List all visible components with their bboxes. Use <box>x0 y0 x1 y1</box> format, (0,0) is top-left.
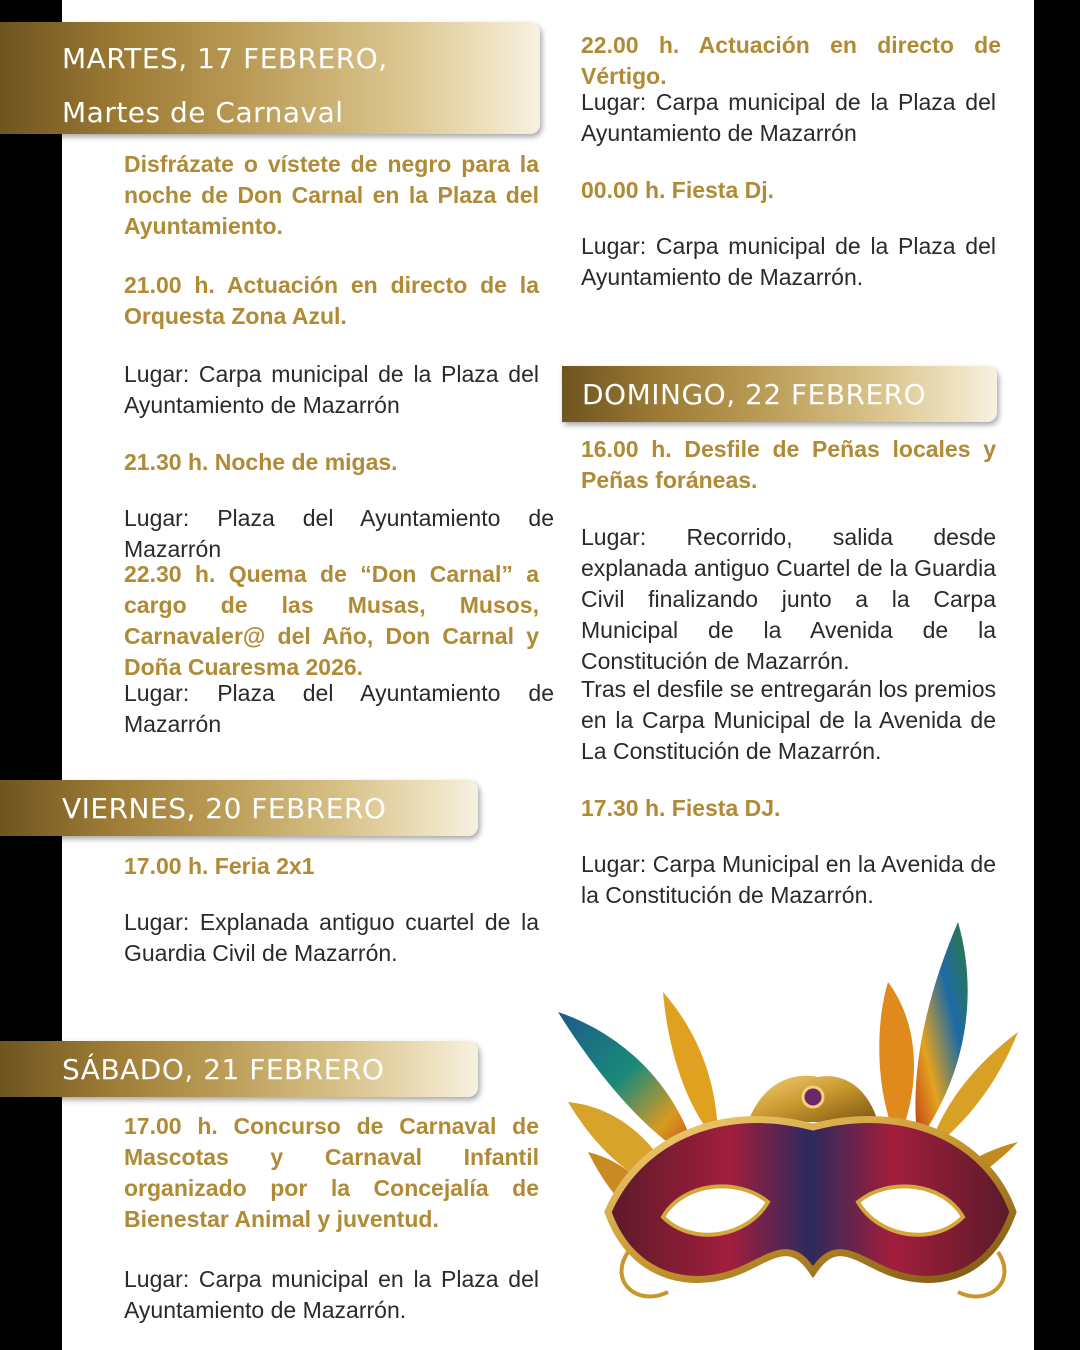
martes-event1-title: 21.00 h. Actuación en directo de la Orquesta Zona Azul. <box>124 272 539 329</box>
martes-event3-place: Lugar: Plaza del Ayuntamiento de Mazarrón <box>124 680 554 737</box>
martes-event4-place: Lugar: Carpa municipal de la Plaza del Ayuntamiento de Mazarrón <box>581 89 996 146</box>
domingo-event1-place: Lugar: Recorrido, salida desde explanada antiguo Cuartel de la Guardia Civil finalizando junto a la Carpa Municipal de la Avenida de la Constitución de Mazarrón. <box>581 524 996 674</box>
domingo-event1-title: 16.00 h. Desfile de Peñas locales y Peñas foráneas. <box>581 436 996 493</box>
sabado-banner: SÁBADO, 21 FEBRERO <box>0 1041 478 1097</box>
domingo-event2-place: Lugar: Carpa Municipal en la Avenida de la Constitución de Mazarrón. <box>581 851 996 908</box>
sabado-event1-place: Lugar: Carpa municipal en la Plaza del Ayuntamiento de Mazarrón. <box>124 1266 539 1323</box>
carnival-mask-icon <box>548 912 1028 1322</box>
martes-event2-place: Lugar: Plaza del Ayuntamiento de Mazarrón <box>124 505 554 562</box>
viernes-event1-title: 17.00 h. Feria 2x1 <box>124 853 315 879</box>
martes-banner-date: MARTES, 17 FEBRERO, <box>62 42 388 75</box>
martes-event5-title: 00.00 h. Fiesta Dj. <box>581 177 775 203</box>
viernes-banner: VIERNES, 20 FEBRERO <box>0 780 478 836</box>
martes-event3-title: 22.30 h. Quema de “Don Carnal” a cargo de las Musas, Musos, Carnavaler@ del Año, Don Carnal y Doña Cuaresma 2026. <box>124 561 539 680</box>
martes-intro: Disfrázate o vístete de negro para la noche de Don Carnal en la Plaza del Ayuntamiento. <box>124 151 539 239</box>
martes-banner-subtitle: Martes de Carnaval <box>62 96 344 129</box>
domingo-event1-note: Tras el desfile se entregarán los premios en la Carpa Municipal de la Avenida de La Constitución de Mazarrón. <box>581 676 996 764</box>
martes-banner <box>0 22 540 134</box>
martes-event1-place: Lugar: Carpa municipal de la Plaza del Ayuntamiento de Mazarrón <box>124 361 539 418</box>
domingo-event2-title: 17.30 h. Fiesta DJ. <box>581 795 781 821</box>
martes-event2-title: 21.30 h. Noche de migas. <box>124 449 398 475</box>
domingo-banner: DOMINGO, 22 FEBRERO <box>562 366 997 422</box>
sabado-event1-title: 17.00 h. Concurso de Carnaval de Mascotas y Carnaval Infantil organizado por la Concejalía de Bienestar Animal y juventud. <box>124 1113 539 1232</box>
martes-event4-title: 22.00 h. Actuación en directo de Vértigo. <box>581 32 1001 89</box>
viernes-event1-place: Lugar: Explanada antiguo cuartel de la Guardia Civil de Mazarrón. <box>124 909 539 966</box>
martes-event5-place: Lugar: Carpa municipal de la Plaza del Ayuntamiento de Mazarrón. <box>581 233 996 290</box>
